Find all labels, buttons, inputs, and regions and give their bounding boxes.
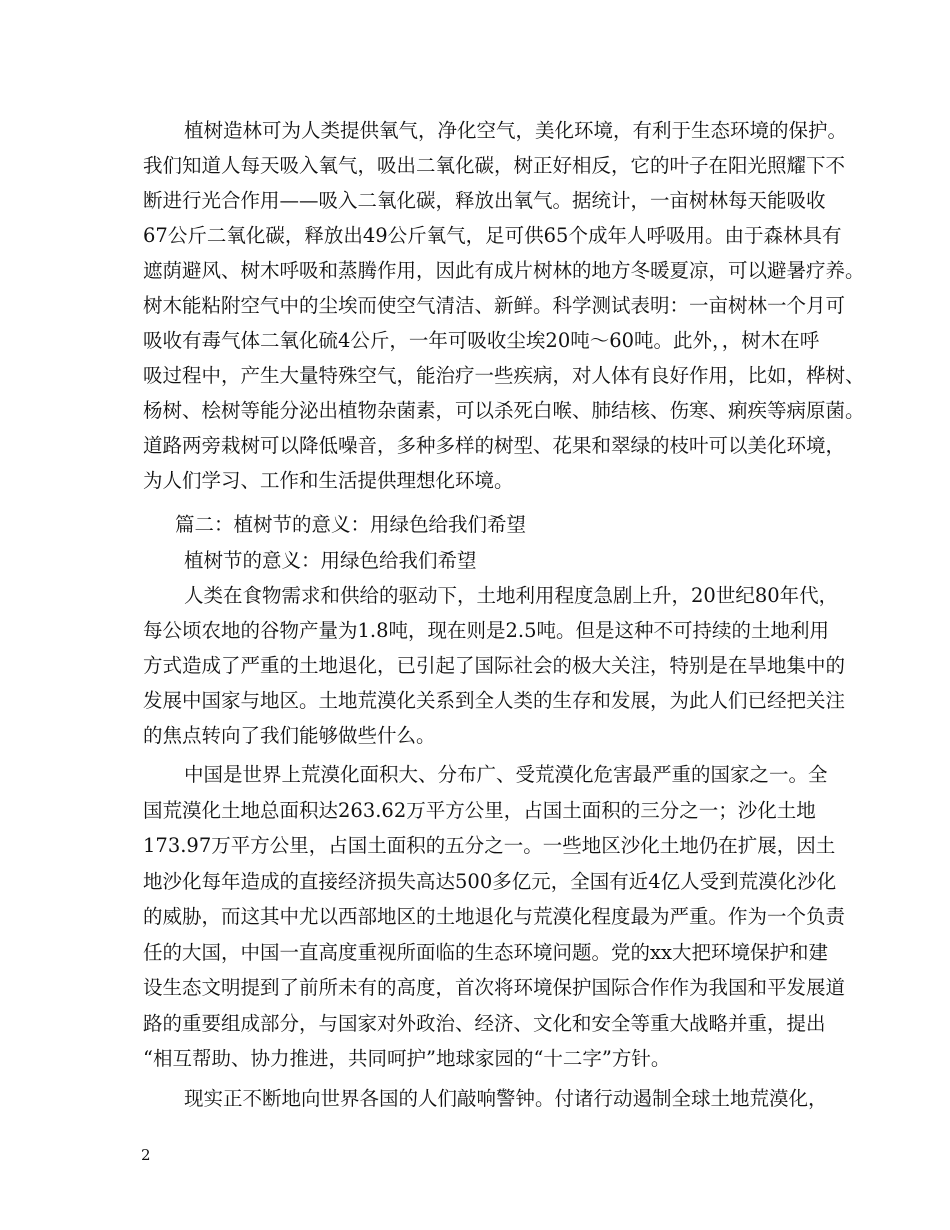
- text-line: 中国是世界上荒漠化面积大、分布广、受荒漠化危害最严重的国家之一。全: [184, 763, 828, 786]
- text-line: 的焦点转向了我们能够做些什么。: [143, 724, 436, 747]
- text-line: 发展中国家与地区。土地荒漠化关系到全人类的生存和发展，为此人们已经把关注: [143, 689, 846, 712]
- text-line: 杨树、桧树等能分泌出植物杂菌素，可以杀死白喉、肺结核、伤寒、痢疾等病原菌。: [143, 399, 865, 422]
- text-line: 吸过程中，产生大量特殊空气，能治疗一些疾病，对人体有良好作用，比如，桦树、: [143, 364, 865, 387]
- text-line: 方式造成了严重的土地退化，已引起了国际社会的极大关注，特别是在旱地集中的: [143, 654, 846, 677]
- text-line: 植树造林可为人类提供氧气，净化空气，美化环境，有利于生态环境的保护。: [184, 119, 848, 142]
- text-line: 人类在食物需求和供给的驱动下，土地利用程度急剧上升，20世纪80年代，: [184, 584, 839, 607]
- text-line: 遮荫避风、树木呼吸和蒸腾作用，因此有成片树林的地方冬暖夏凉，可以避暑疗养。: [143, 259, 865, 282]
- text-line: 的威胁，而这其中尤以西部地区的土地退化与荒漠化程度最为严重。作为一个负责: [143, 905, 846, 928]
- text-line: 道路两旁栽树可以降低噪音，多种多样的树型、花果和翠绿的枝叶可以美化环境，: [143, 434, 846, 457]
- text-line: 现实正不断地向世界各国的人们敲响警钟。付诸行动遏制全球土地荒漠化，: [184, 1087, 828, 1110]
- text-line: “相互帮助、协力推进，共同呵护”地球家园的“十二字”方针。: [143, 1047, 671, 1070]
- text-line: 吸收有毒气体二氧化硫4公斤，一年可吸收尘埃20吨～60吨。此外，，树木在呼: [143, 329, 820, 352]
- text-line: 67公斤二氧化碳，释放出49公斤氧气，足可供65个成年人呼吸用。由于森林具有: [143, 224, 842, 247]
- text-line: 我们知道人每天吸入氧气，吸出二氧化碳，树正好相反，它的叶子在阳光照耀下不: [143, 154, 846, 177]
- section-subheading: 植树节的意义：用绿色给我们希望: [184, 549, 477, 572]
- text-line: 任的大国，中国一直高度重视所面临的生态环境问题。党的xx大把环境保护和建: [143, 941, 828, 964]
- text-line: 断进行光合作用——吸入二氧化碳，释放出氧气。据统计，一亩树林每天能吸收: [143, 189, 826, 212]
- page-number: 2: [141, 1146, 151, 1164]
- text-line: 173.97万平方公里，占国土面积的五分之一。一些地区沙化土地仍在扩展，因土: [143, 834, 836, 857]
- text-line: 地沙化每年造成的直接经济损失高达500多亿元，全国有近4亿人受到荒漠化沙化: [143, 870, 837, 893]
- text-line: 每公顷农地的谷物产量为1.8吨，现在则是2.5吨。但是这种不可持续的土地利用: [143, 619, 830, 642]
- text-line: 国荒漠化土地总面积达263.62万平方公里，占国土面积的三分之一；沙化土地: [143, 799, 816, 822]
- section-heading: 篇二：植树节的意义：用绿色给我们希望: [175, 513, 527, 536]
- text-line: 为人们学习、工作和生活提供理想化环境。: [143, 469, 514, 492]
- text-line: 路的重要组成部分，与国家对外政治、经济、文化和安全等重大战略并重，提出: [143, 1012, 826, 1035]
- text-line: 树木能粘附空气中的尘埃而使空气清洁、新鲜。科学测试表明：一亩树林一个月可: [143, 294, 846, 317]
- text-line: 设生态文明提到了前所未有的高度，首次将环境保护国际合作作为我国和平发展道: [143, 976, 846, 999]
